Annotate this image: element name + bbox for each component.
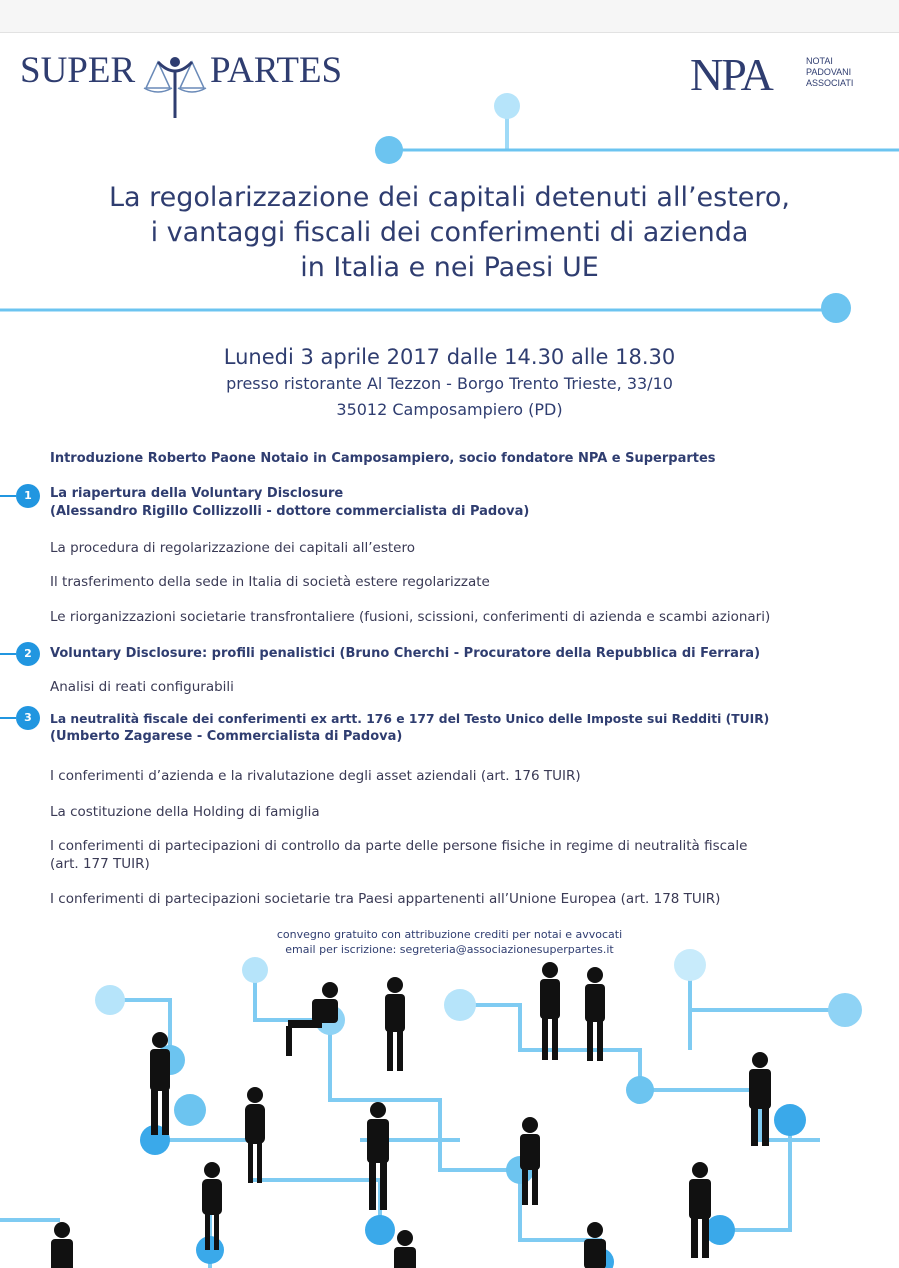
npa-logo-mark: NPA	[690, 49, 772, 100]
section-title-line: (Umberto Zagarese - Commercialista di Padova)	[50, 729, 403, 744]
agenda-item-line: La procedura di regolarizzazione dei capitali all’estero	[50, 540, 415, 556]
agenda-item-line: I conferimenti di partecipazioni di controllo da parte delle persone fisiche in regime di neutralità fiscale	[50, 838, 748, 854]
event-venue: presso ristorante Al Tezzon - Borgo Trento Trieste, 33/10	[226, 374, 673, 393]
superpartes-logo-right-text: PARTES	[210, 50, 343, 91]
footer-credits-line: convegno gratuito con attribuzione crediti per notai e avvocati	[276, 928, 623, 941]
section-number-badge: 2	[16, 642, 40, 666]
scales-person-icon	[140, 50, 210, 120]
section-title	[50, 485, 529, 521]
agenda-item-line: I conferimenti d’azienda e la rivalutazione degli asset aziendali (art. 176 TUIR)	[50, 768, 581, 784]
section-title-line: Voluntary Disclosure: profili penalistici (Bruno Cherchi - Procuratore della Repubblica di Ferrara)	[50, 646, 761, 661]
section-number-badge: 3	[16, 706, 40, 730]
agenda-item-line: I conferimenti di partecipazioni societarie tra Paesi appartenenti all’Unione Europea (art. 178 TUIR)	[50, 891, 721, 907]
agenda-item	[50, 837, 747, 873]
agenda-item	[50, 890, 720, 908]
npa-logo-subtitle	[806, 56, 853, 89]
agenda-item	[50, 678, 234, 696]
section-title	[50, 645, 760, 663]
footer-email-line: email per iscrizione: segreteria@associazionesuperpartes.it	[285, 943, 614, 956]
section-title	[50, 710, 769, 746]
npa-subtitle-line: PADOVANI	[806, 67, 852, 77]
event-title-line: La regolarizzazione dei capitali detenuti all’estero,	[108, 182, 791, 213]
section-title-line: La neutralità fiscale dei conferimenti ex artt. 176 e 177 del Testo Unico delle Imposte sui Redditi (TUIR)	[50, 712, 770, 726]
event-title-line: i vantaggi fiscali dei conferimenti di azienda	[150, 217, 749, 248]
agenda-item	[50, 767, 581, 785]
introduction-line: Introduzione Roberto Paone Notaio in Camposampiero, socio fondatore NPA e Superpartes	[50, 451, 716, 466]
event-title-line: in Italia e nei Paesi UE	[300, 252, 599, 283]
people-network-illustration	[0, 940, 899, 1268]
agenda-item	[50, 803, 320, 821]
agenda-item-line: Il trasferimento della sede in Italia di società estere regolarizzate	[50, 574, 490, 590]
businesspeople-silhouettes	[51, 962, 771, 1268]
event-date: Lunedi 3 aprile 2017 dalle 14.30 alle 18.30	[223, 345, 676, 369]
event-details	[0, 343, 899, 423]
agenda-item	[50, 539, 415, 557]
agenda-item-line: Le riorganizzazioni societarie transfrontaliere (fusioni, scissioni, conferimenti di azienda e scambi azionari)	[50, 609, 771, 625]
event-city: 35012 Camposampiero (PD)	[336, 400, 563, 419]
agenda-item-line: Analisi di reati configurabili	[50, 679, 234, 695]
agenda-item	[50, 573, 490, 591]
section-number-badge: 1	[16, 484, 40, 508]
npa-subtitle-line: NOTAI	[806, 56, 833, 66]
agenda-item	[50, 608, 770, 626]
section-title-line: La riapertura della Voluntary Disclosure	[50, 486, 344, 501]
agenda-item-line: La costituzione della Holding di famiglia	[50, 804, 320, 820]
section-title-line: (Alessandro Rigillo Collizzolli - dottore commercialista di Padova)	[50, 504, 530, 519]
agenda-item-line: (art. 177 TUIR)	[50, 856, 150, 872]
npa-logo	[690, 50, 890, 100]
npa-subtitle-line: ASSOCIATI	[806, 78, 854, 88]
event-title	[20, 180, 879, 285]
superpartes-logo-left-text: SUPER	[20, 50, 136, 91]
superpartes-logo	[20, 50, 360, 120]
